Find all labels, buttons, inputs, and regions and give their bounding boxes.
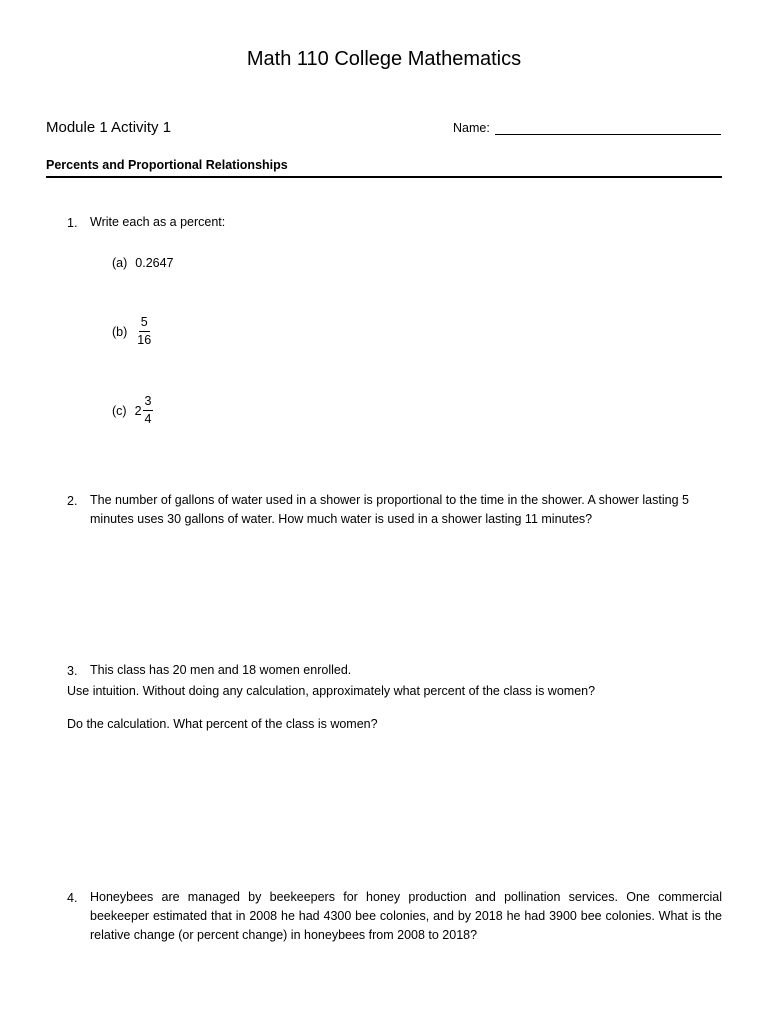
question-1c-numerator: 3 — [143, 394, 154, 411]
question-1a-value: 0.2647 — [135, 256, 174, 270]
question-1c-whole: 2 — [134, 403, 142, 418]
question-2-line-1: The number of gallons of water used in a shower is proportional to the time in the shower. A shower lasting 5 — [90, 493, 689, 507]
question-2-number: 2. — [67, 494, 78, 508]
question-3-intuition-prompt: Use intuition. Without doing any calculation, approximately what percent of the class is women? — [67, 684, 596, 698]
module-heading: Module 1 Activity 1 — [46, 119, 172, 136]
name-blank-line — [495, 123, 721, 135]
page-title: Math 110 College Mathematics — [246, 48, 522, 70]
question-1b-label: (b) — [112, 324, 128, 339]
question-1b-denominator: 16 — [137, 333, 152, 347]
question-1c-label: (c) — [112, 403, 127, 418]
name-label: Name: — [453, 121, 490, 135]
question-1c-fraction — [143, 394, 154, 427]
question-1b-numerator: 5 — [139, 315, 150, 332]
question-3-calculation-prompt: Do the calculation. What percent of the class is women? — [67, 717, 378, 731]
question-1b-fraction — [135, 315, 153, 348]
name-field-row — [453, 121, 721, 135]
header-divider — [46, 176, 722, 178]
question-1c — [112, 394, 153, 427]
question-1b — [112, 315, 153, 348]
question-1-text: Write each as a percent: — [90, 215, 226, 229]
question-2-line-2: minutes uses 30 gallons of water. How much water is used in a shower lasting 11 minutes? — [90, 512, 593, 526]
question-1-number: 1. — [67, 216, 78, 230]
question-1a — [112, 256, 174, 270]
question-1c-denominator: 4 — [144, 412, 152, 426]
section-subtitle: Percents and Proportional Relationships — [46, 158, 288, 172]
question-4-number: 4. — [67, 891, 78, 905]
question-3-number: 3. — [67, 664, 78, 678]
question-3-text: This class has 20 men and 18 women enrolled. — [90, 663, 352, 677]
question-1a-label: (a) — [112, 256, 128, 270]
question-4-text: Honeybees are managed by beekeepers for honey production and pollination services. One commercial beekeeper estimated that in 2008 he had 4300 bee colonies, and by 2018 he had 3900 bee colonies. What is the relative change (or percent change) in honeybees from 2008 to 2018? — [90, 890, 722, 942]
